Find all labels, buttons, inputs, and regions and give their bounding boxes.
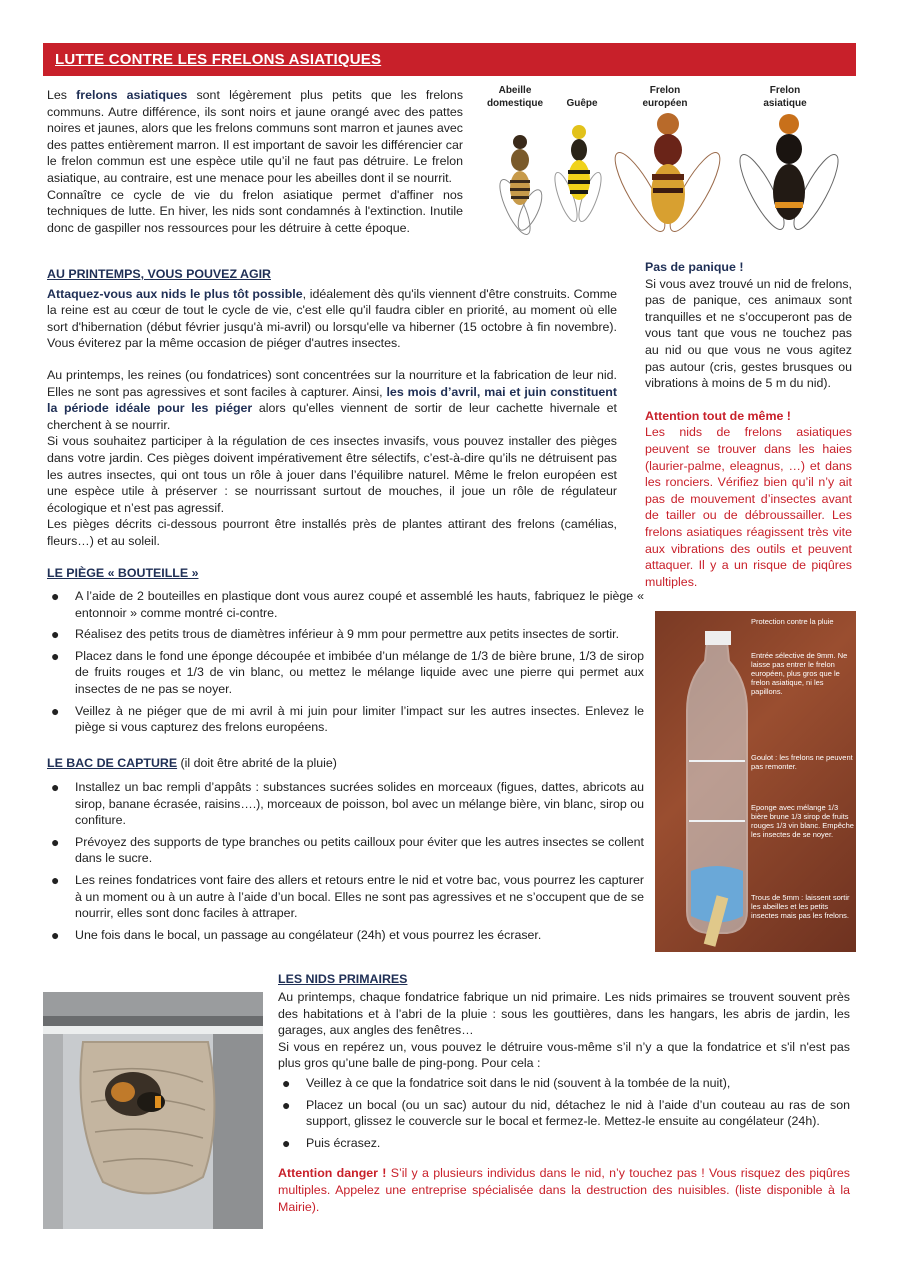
bouteille-heading: LE PIÈGE « BOUTEILLE » <box>47 566 199 580</box>
label-guepe: Guêpe <box>566 98 598 109</box>
bouteille-section <box>47 566 644 741</box>
bottle-trap-photo <box>655 611 856 952</box>
nids-list <box>278 1075 850 1151</box>
intro-paragraph-1: Les frelons asiatiques sont légèrement plus petits que les frelons communs. Autre différence, ils sont noirs et jaune orangé avec des pattes noires et jaunes, alors que les frelons communs sont marron et jaunes avec des pattes entièrement marron. Il est important de savoir les différencier car le frelon commun est une espèce utile qu’il ne faut pas détruire. Le frelon asiatique, au contraire, est une menace pour les abeilles dont il se nourrit. <box>47 88 464 185</box>
nids-section <box>278 972 850 1215</box>
title-banner <box>43 43 856 76</box>
asian-hornet-icon <box>733 114 846 234</box>
list-item: ● Placez dans le fond une éponge découpée et imbibée d’un mélange de 1/3 de bière brune, 1/3 de sirop de fruits rouges et 1/3 de vin blanc, ou mettez le mélange liquide avec une pierre qui permet aux insectes de ne pas se noyer. <box>51 647 644 696</box>
bac-heading: LE BAC DE CAPTURE <box>47 756 178 770</box>
list-item: ● Veillez à ce que la fondatrice soit dans le nid (souvent à la tombée de la nuit), <box>282 1074 731 1091</box>
printemps-paragraph-2: Au printemps, les reines (ou fondatrices) sont concentrées sur la nourriture et la fabrication de leur nid. Elles ne sont pas agressives et sont faciles à capturer. Ainsi, les mois d’avril, mai et juin constituent la période idéale pour les piéger alors qu'elles viennent de sortir de leur cachette hivernale et cherchent à se nourrir. <box>47 367 617 432</box>
printemps-heading: AU PRINTEMPS, VOUS POUVEZ AGIR <box>47 267 271 281</box>
list-item: ● A l’aide de 2 bouteilles en plastique dont vous aurez coupé et assemblé les hauts, fabriquez le piège « entonnoir » comme montré ci-contre. <box>51 588 644 620</box>
bac-list <box>47 779 644 943</box>
bottle-label-3: Goulot : les frelons ne peuvent pas remonter. <box>751 753 853 771</box>
list-item: ● Les reines fondatrices vont faire des allers et retours entre le nid et votre bac, vous pourrez les capturer à un moment ou à un autre à l’aide d’un bocal. Elles ne sont pas agressives et ne s’occupent que de se nourrir, elles sont donc faciles à attraper. <box>51 871 644 921</box>
nids-text <box>278 989 850 1072</box>
page-title: LUTTE CONTRE LES FRELONS ASIATIQUES <box>55 51 382 68</box>
danger-paragraph: Attention danger ! S’il y a plusieurs individus dans le nid, n’y touchez pas ! Vous risquez des piqûres multiples. Appelez une entreprise spécialisée dans la destruction des nuisibles. (liste disponible à la Mairie). <box>278 1166 850 1214</box>
nids-paragraph-1: Au printemps, chaque fondatrice fabrique un nid primaire. Les nids primaires se trouvent souvent près des habitations et à l’abri de la pluie : sous les gouttières, dans les hangars, les abris de jardin, les garages, aux angles des fenêtres… <box>278 990 850 1038</box>
printemps-section <box>47 266 617 550</box>
attention-text: Les nids de frelons asiatiques peuvent se trouver dans les haies (laurier-palme, eleagnus, …) et dans les ronciers. Vérifiez bien qu’il n’y ait pas de mouvement d’insectes avant de tailler ou de débroussailler. Les frelons asiatiques réagissent très vite aux vibrations des outils et peuvent attaquer. Il y a un risque de piqûres multiples. <box>645 425 852 589</box>
attention-heading: Attention tout de même ! <box>645 408 791 423</box>
insects-drawing <box>480 82 850 247</box>
list-item: ● Puis écrasez. <box>282 1134 381 1151</box>
bac-section <box>47 756 644 948</box>
printemps-paragraph-1: Attaquez-vous aux nids le plus tôt possible, idéalement dès qu'ils viennent d'être construits. Comme la reine est au cœur de tout le cycle de vie, c'est elle qu'il faudra cibler en priorité, au moment où elle sort d'hibernation (début février jusqu'à mi-avril) ou lorsqu'elle va hiberner (15 octobre à fin novembre). Vous éviterez par la même occasion de piéger d'autres insectes. <box>47 286 617 351</box>
wasp-icon <box>551 125 606 224</box>
european-hornet-icon <box>607 113 728 237</box>
list-item: ● Veillez à ne piéger que de mi avril à mi juin pour limiter l’impact sur les autres insectes. Enlevez le piège si vous capturez des frelons européens. <box>51 702 644 735</box>
bouteille-list <box>47 588 644 736</box>
insect-comparison-figure <box>480 82 850 247</box>
bottle-label-5: Trous de 5mm : laissent sortir les abeilles et les petits insectes mais pas les frelons. <box>751 893 850 920</box>
bottle-label-1: Protection contre la pluie <box>751 617 834 626</box>
printemps-paragraph-4: Les pièges décrits ci-dessous pourront être installés près de plantes attirant des frelons (camélias, fleurs…) et au soleil. <box>47 517 617 548</box>
bottle-label-4: Eponge avec mélange 1/3 bière brune 1/3 sirop de fruits rouges 1/3 vin blanc. Empêche les insectes de se noyer. <box>751 803 854 839</box>
list-item: ● Installez un bac rempli d’appâts : substances sucrées solides en morceaux (figues, dattes, abricots au sirop, banane écrasée, raisins….), morceaux de poisson, bol avec un mélange bière, vin blanc, sirop ou confiture. <box>51 779 644 828</box>
nids-paragraph-2: Si vous en repérez un, vous pouvez le détruire vous-même s’il n’y a que la fondatrice et s'il n'est pas plus gros qu’une balle de ping-pong. Pour cela : <box>278 1039 850 1071</box>
bac-heading-line <box>47 756 644 770</box>
intro-section <box>47 87 463 236</box>
label-frelon-asiatique: Frelon asiatique <box>763 85 807 109</box>
intro-paragraph-2: Connaître ce cycle de vie du frelon asiatique permet d'affiner nos techniques de lutte. En hiver, les nids sont condamnés à l'extinction. Inutile donc de gaspiller nos ressources pour les détruire à cette époque. <box>47 187 463 235</box>
nids-heading: LES NIDS PRIMAIRES <box>278 972 408 986</box>
nest-drawing <box>43 992 263 1229</box>
label-frelon-europeen: Frelon européen <box>642 85 688 109</box>
bottle-label-2: Entrée sélective de 9mm. Ne laisse pas entrer le frelon européen, plus gros que le frelon asiatique, ni les papillons. <box>751 651 848 696</box>
panique-text: Si vous avez trouvé un nid de frelons, pas de panique, ces animaux sont tranquilles et ne s’occuperont pas de vous tant que vous ne touchez pas au nid ou que vous ne vous agitez pas autour (cris, gestes brusques ou vibrations à moins de 5 m du nid). <box>645 276 852 391</box>
panique-heading: Pas de panique ! <box>645 260 744 274</box>
list-item: ● Réalisez des petits trous de diamètres inférieur à 9 mm pour permettre aux petits insectes de sortir. <box>51 626 620 643</box>
list-item: ● Prévoyez des supports de type branches ou petits cailloux pour éviter que les autres insectes se collent dans le sucre. <box>51 833 644 866</box>
panique-box <box>645 259 852 590</box>
bac-heading-note: (il doit être abrité de la pluie) <box>177 756 337 770</box>
bee-icon <box>494 135 546 238</box>
list-item: ● Placez un bocal (ou un sac) autour du nid, détachez le nid à l’aide d’un couteau au ras de son support, glissez le couvercle sur le bocal et fermez-le. Mettez-le ensuite au congélateur (24h). <box>282 1096 850 1129</box>
list-item: ● Une fois dans le bocal, un passage au congélateur (24h) et vous pourrez les écraser. <box>51 926 542 943</box>
printemps-paragraph-3: Si vous souhaitez participer à la régulation de ces insectes invasifs, vous pouvez installer des pièges dans votre jardin. Ces pièges doivent impérativement être sélectifs, c’est-à-dire qu’ils ne détruisent pas les autres insectes, qui ont tous un rôle à jouer dans l’équilibre naturel. Même le frelon européen est une espèce utile à préserver : se nourrissant surtout de mouches, il joue un rôle de régulateur écologique et n’est pas agressif. <box>47 434 617 515</box>
label-abeille: Abeille domestique <box>486 85 544 109</box>
nest-photo <box>43 992 263 1229</box>
